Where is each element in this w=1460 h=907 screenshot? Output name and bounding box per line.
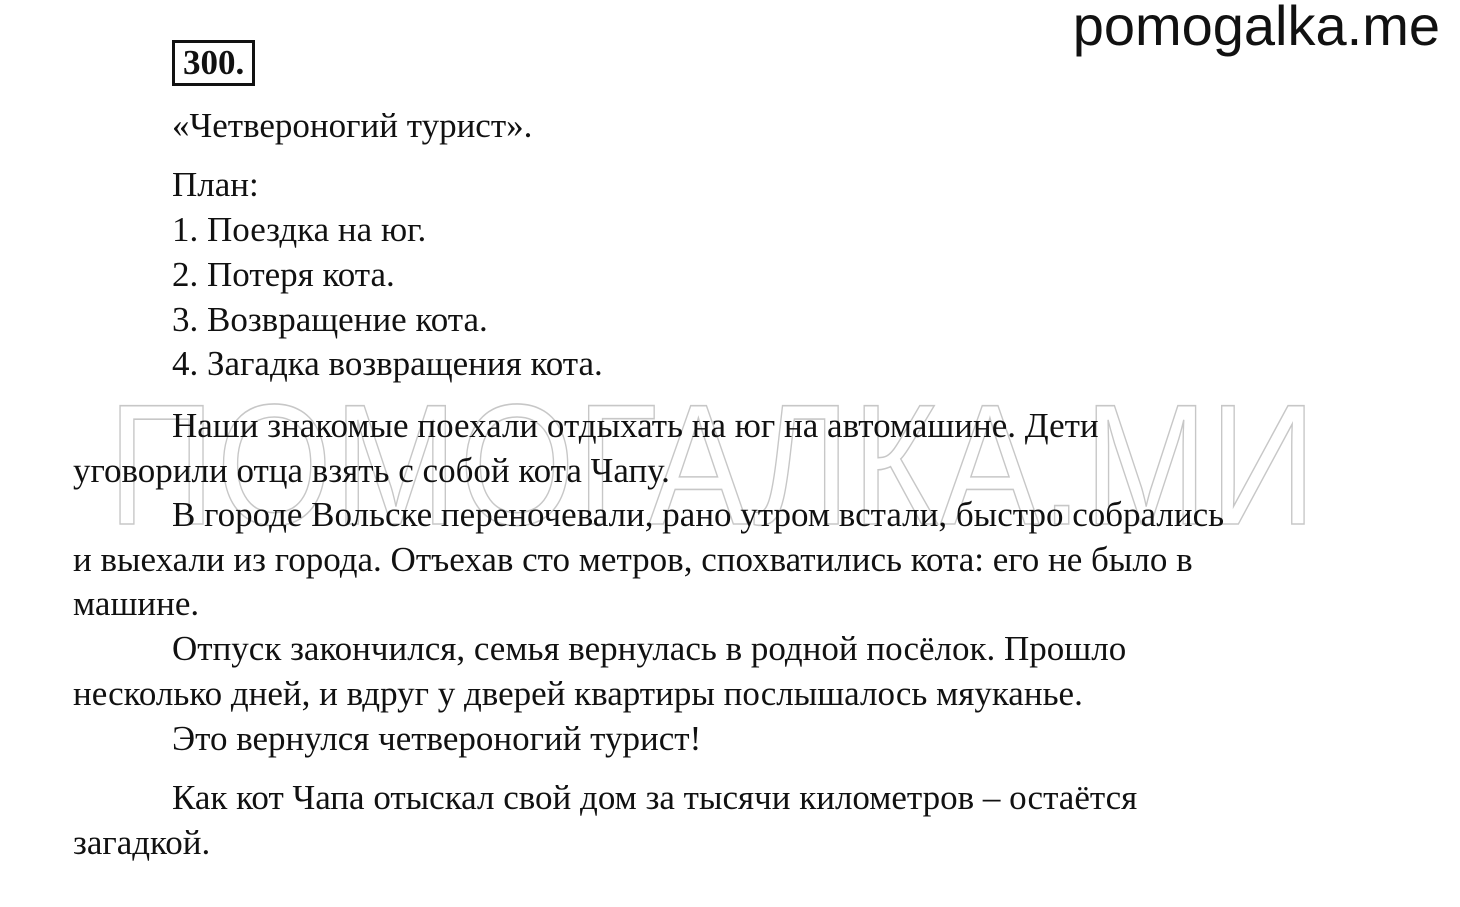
story-line: уговорили отца взять с собой кота Чапу. [73,451,670,490]
plan-item: 1. Поездка на юг. [172,210,427,249]
plan-item: 3. Возвращение кота. [172,300,488,339]
task-number: 300. [172,40,255,86]
story-line: Наши знакомые поехали отдыхать на юг на автомашине. Дети [172,406,1099,445]
story-title: «Четвероногий турист». [172,106,533,145]
story-line: Отпуск закончился, семья вернулась в родной посёлок. Прошло [172,629,1127,668]
plan-item: 4. Загадка возвращения кота. [172,344,603,383]
plan-item: 2. Потеря кота. [172,255,395,294]
story-line: загадкой. [73,823,211,862]
plan-heading: План: [172,165,259,204]
story-line: Это вернулся четвероногий турист! [172,719,702,758]
story-line: машине. [73,584,200,623]
story-line: несколько дней, и вдруг у дверей квартиры послышалось мяуканье. [73,674,1083,713]
story-line: В городе Вольске переночевали, рано утром встали, быстро собрались [172,495,1225,534]
watermark-text: ПОМОГАЛКА.МИ [108,378,1318,538]
site-name: pomogalka.me [1072,0,1440,57]
story-line: Как кот Чапа отыскал свой дом за тысячи километров – остаётся [172,778,1138,817]
story-line: и выехали из города. Отъехав сто метров, спохватились кота: его не было в [73,540,1193,579]
